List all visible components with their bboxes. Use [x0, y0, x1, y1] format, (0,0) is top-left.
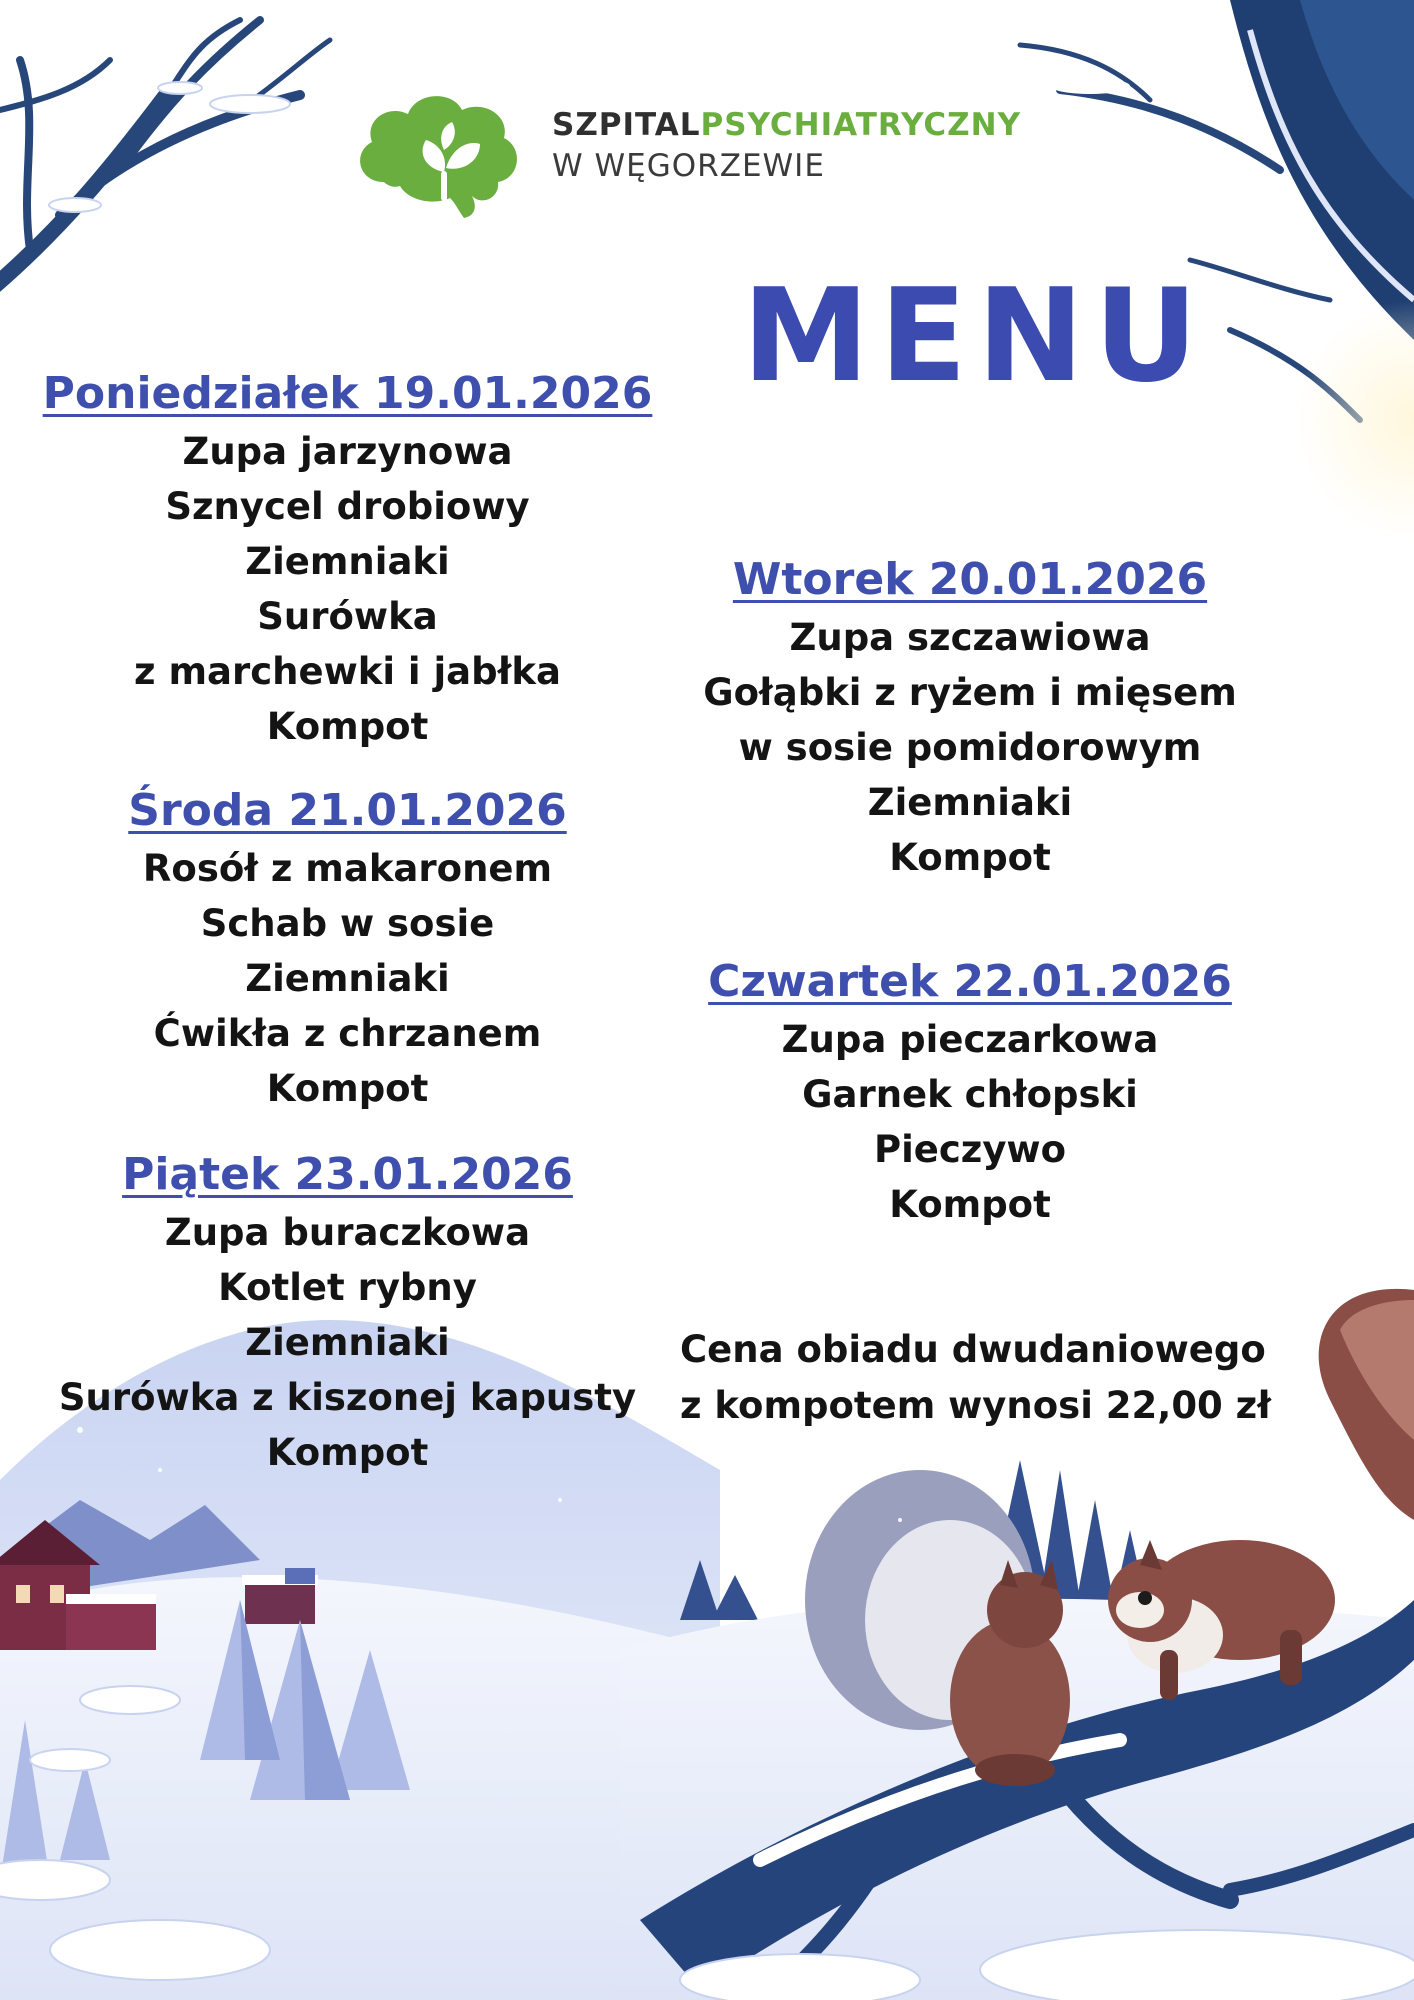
dish: Gołąbki z ryżem i mięsem — [703, 671, 1237, 714]
dish: Ziemniaki — [245, 1321, 450, 1364]
dish: Zupa szczawiowa — [789, 616, 1151, 659]
dish: Kompot — [889, 1183, 1051, 1226]
dish: z marchewki i jabłka — [134, 650, 561, 693]
dish: Sznycel drobiowy — [165, 485, 530, 528]
day-block-tuesday — [680, 550, 1260, 885]
day-block-friday — [40, 1145, 655, 1480]
dish: Pieczywo — [873, 1128, 1067, 1171]
day-block-monday — [40, 364, 655, 754]
hospital-name — [552, 104, 1021, 186]
dish: Kompot — [266, 1431, 429, 1474]
dish: Rosół z makaronem — [142, 847, 553, 890]
day-heading-tuesday: Wtorek 20.01.2026 — [732, 554, 1208, 605]
dish: Zupa pieczarkowa — [781, 1018, 1159, 1061]
dish: Ćwikła z chrzanem — [153, 1012, 542, 1055]
price-line: Cena obiadu dwudaniowego — [680, 1328, 1266, 1371]
dish: Zupa buraczkowa — [164, 1211, 531, 1254]
hospital-name-line1 — [552, 104, 1021, 146]
day-heading-thursday: Czwartek 22.01.2026 — [708, 956, 1232, 1007]
dish: Surówka — [257, 595, 438, 638]
day-heading-wednesday: Środa 21.01.2026 — [128, 785, 567, 836]
hospital-logo — [352, 86, 1032, 226]
day-block-wednesday — [40, 781, 655, 1116]
hospital-location: W WĘGORZEWIE — [552, 148, 825, 184]
day-heading-friday: Piątek 23.01.2026 — [122, 1149, 573, 1200]
dish: Ziemniaki — [245, 957, 450, 1000]
dish: Ziemniaki — [245, 540, 450, 583]
dish: Zupa jarzynowa — [182, 430, 513, 473]
day-heading-monday: Poniedziałek 19.01.2026 — [42, 368, 653, 419]
menu-title: MENU — [742, 262, 1208, 411]
dish: w sosie pomidorowym — [738, 726, 1202, 769]
day-block-thursday — [680, 952, 1260, 1232]
leaf-cloud-logo-icon — [352, 86, 524, 218]
hospital-name-part1: SZPITAL — [552, 107, 701, 143]
price-line: z kompotem wynosi 22,00 zł — [680, 1384, 1271, 1427]
hospital-name-part2: PSYCHIATRYCZNY — [700, 107, 1022, 143]
dish: Ziemniaki — [867, 781, 1073, 824]
top-left-branch-illustration — [0, 20, 330, 290]
dish: Kompot — [266, 1067, 429, 1110]
price-note — [680, 1322, 1271, 1434]
dish: Surówka z kiszonej kapusty — [58, 1376, 637, 1419]
dish: Schab w sosie — [200, 902, 495, 945]
dish: Kotlet rybny — [218, 1266, 477, 1309]
dish: Kompot — [266, 705, 429, 748]
dish: Garnek chłopski — [802, 1073, 1138, 1116]
dish: Kompot — [889, 836, 1051, 879]
